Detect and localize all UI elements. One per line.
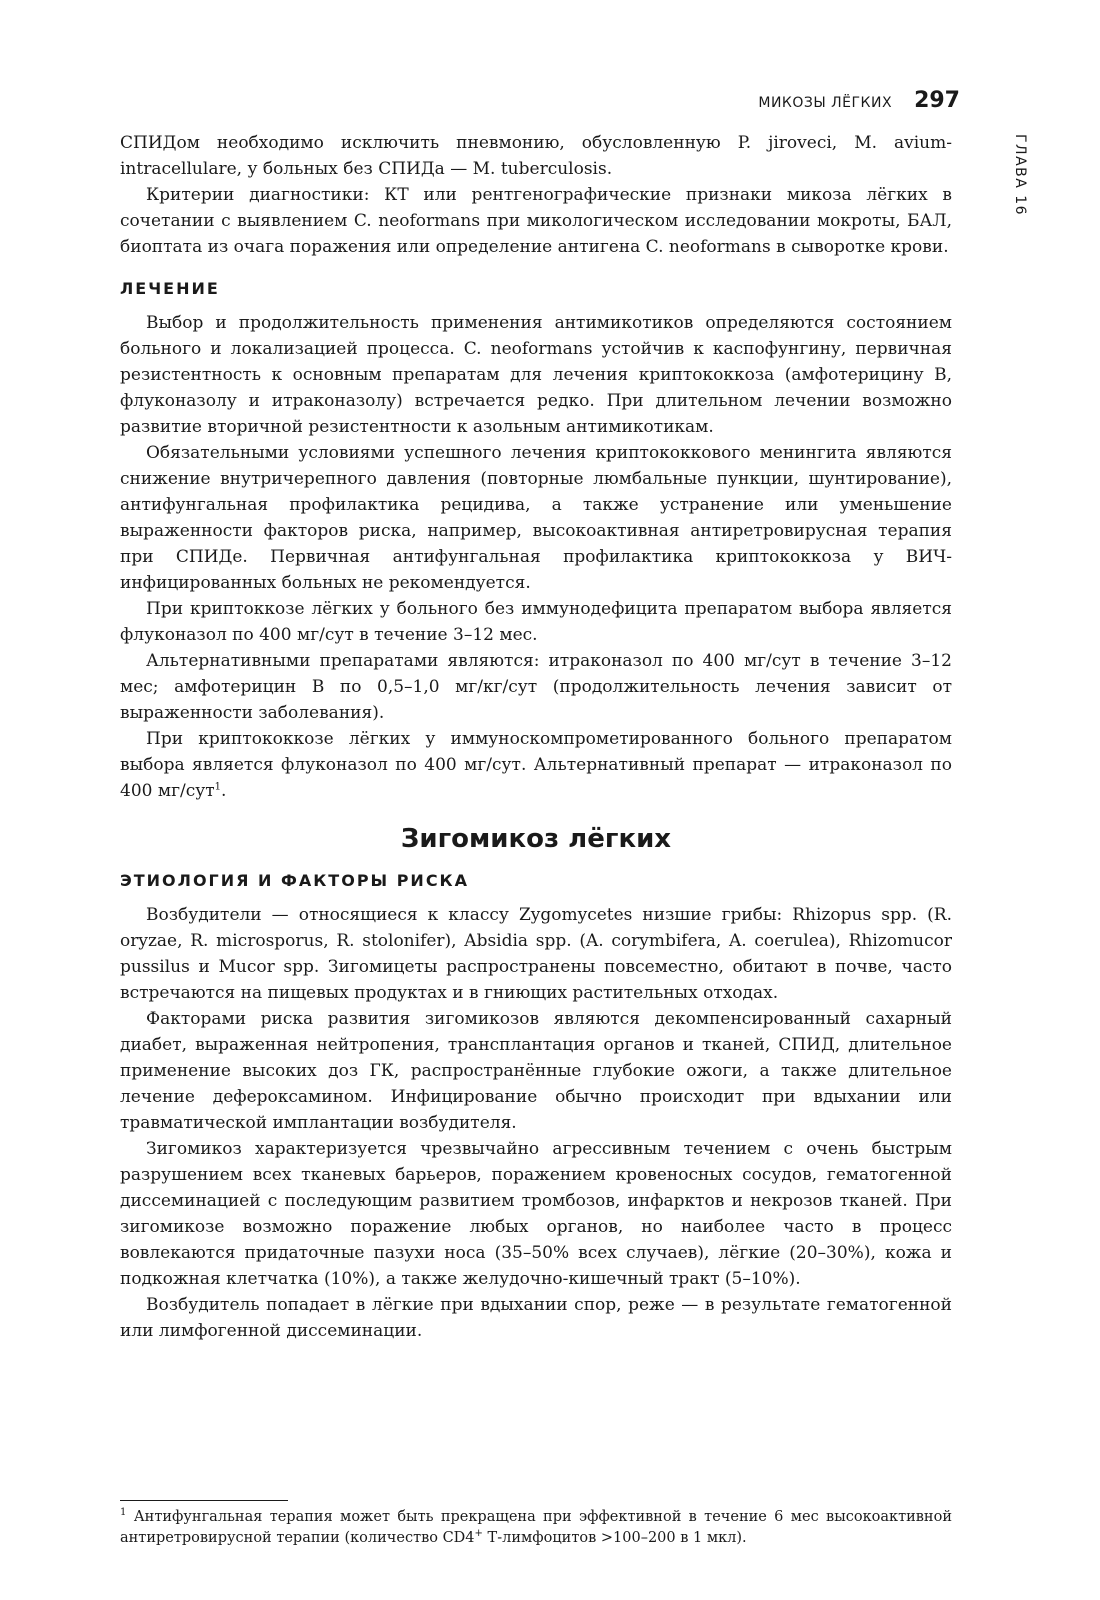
paragraph-end: .	[221, 781, 227, 801]
footnote-marker: 1	[120, 1507, 127, 1519]
paragraph: Зигомикоз характеризуется чрезвычайно агрессивным течением с очень быстрым разрушением всех тканевых барьеров, поражением кровеносных сосудов, гематогенной диссеминацией с последующим развитием тромбозов, инфарктов и некрозов тканей. При зигомикозе возможно поражение любых органов, но наиболее часто в процесс вовлекаются придаточные пазухи носа (35–50% всех случаев), лёгкие (20–30%), кожа и подкожная клетчатка (10%), а также желудочно-кишечный тракт (5–10%).	[120, 1139, 952, 1289]
chapter-tab: ГЛАВА 16	[1012, 134, 1028, 217]
paragraph-text: При криптококкозе лёгких у иммуноскомпрометированного больного препаратом выбора является флуконазол по 400 мг/сут. Альтернативный препарат — итраконазол по 400 мг/сут	[120, 729, 952, 801]
paragraph: Возбудитель попадает в лёгкие при вдыхании спор, реже — в результате гематогенной или лимфогенной диссеминации.	[120, 1295, 952, 1341]
paragraph: Выбор и продолжительность применения антимикотиков определяются состоянием больного и локализацией процесса. C. neoformans устойчив к каспофунгину, первичная резистентность к основным препаратам для лечения криптококкоза (амфотерицину В, флуконазолу и итраконазолу) встречается редко. При длительном лечении возможно развитие вторичной резистентности к азольным антимикотикам.	[120, 313, 952, 437]
paragraph: Возбудители — относящиеся к классу Zygomycetes низшие грибы: Rhizopus spp. (R. oryzae, R. microsporus, R. stolonifer), Absidia spp. (A. corymbifera, A. coerulea), Rhizomucor pussilus и Mucor spp. Зигомицеты распространены повсеместно, обитают в почве, часто встречаются на пищевых продуктах и в гниющих растительных отходах.	[120, 905, 952, 1003]
paragraph	[120, 726, 952, 804]
paragraph: СПИДом необходимо исключить пневмонию, обусловленную P. jiroveci, M. avium-intracellulare, у больных без СПИДа — M. tuberculosis.	[120, 133, 952, 179]
running-title: МИКОЗЫ ЛЁГКИХ	[758, 95, 893, 111]
paragraph: Альтернативными препаратами являются: итраконазол по 400 мг/сут в течение 3–12 мес; амфотерицин В по 0,5–1,0 мг/кг/сут (продолжительность лечения зависит от выраженности заболевания).	[120, 651, 952, 723]
paragraph: Факторами риска развития зигомикозов являются декомпенсированный сахарный диабет, выраженная нейтропения, трансплантация органов и тканей, СПИД, длительное применение высоких доз ГК, распространённые глубокие ожоги, а также длительное лечение дефероксамином. Инфицирование обычно происходит при вдыхании или травматической имплантации возбудителя.	[120, 1009, 952, 1133]
paragraph: При криптоккозе лёгких у больного без иммунодефицита препаратом выбора является флуконазол по 400 мг/сут в течение 3–12 мес.	[120, 599, 952, 645]
page-header	[758, 88, 960, 113]
footnote	[120, 1507, 952, 1549]
footnote-reference: 1	[214, 781, 222, 793]
page-number: 297	[914, 88, 960, 113]
chapter-heading: Зигомикоз лёгких	[400, 824, 672, 854]
footnote-superscript: +	[474, 1528, 483, 1540]
footnote-text: Антифунгальная терапия может быть прекращена при эффективной в течение 6 мес высокоактивной антиретровирусной терапии (количество CD4	[120, 1509, 952, 1546]
paragraph: Обязательными условиями успешного лечения криптококкового менингита являются снижение внутричерепного давления (повторные люмбальные пункции, шунтирование), антифунгальная профилактика рецидива, а также устранение или уменьшение выраженности факторов риска, например, высокоактивная антиретровирусная терапия при СПИДе. Первичная антифунгальная профилактика криптококкоза у ВИЧ-инфицированных больных не рекомендуется.	[120, 443, 952, 593]
footnote-text-end: Т-лимфоцитов >100–200 в 1 мкл).	[482, 1530, 747, 1546]
page-body	[120, 130, 952, 1344]
paragraph: Критерии диагностики: КТ или рентгенографические признаки микоза лёгких в сочетании с выявлением C. neoformans при микологическом исследовании мокроты, БАЛ, биоптата из очага поражения или определение антигена C. neoformans в сыворотке крови.	[120, 185, 952, 257]
section-heading-treatment: ЛЕЧЕНИЕ	[120, 279, 220, 298]
section-heading-etiology: ЭТИОЛОГИЯ И ФАКТОРЫ РИСКА	[120, 871, 470, 890]
footnote-divider	[120, 1500, 288, 1501]
